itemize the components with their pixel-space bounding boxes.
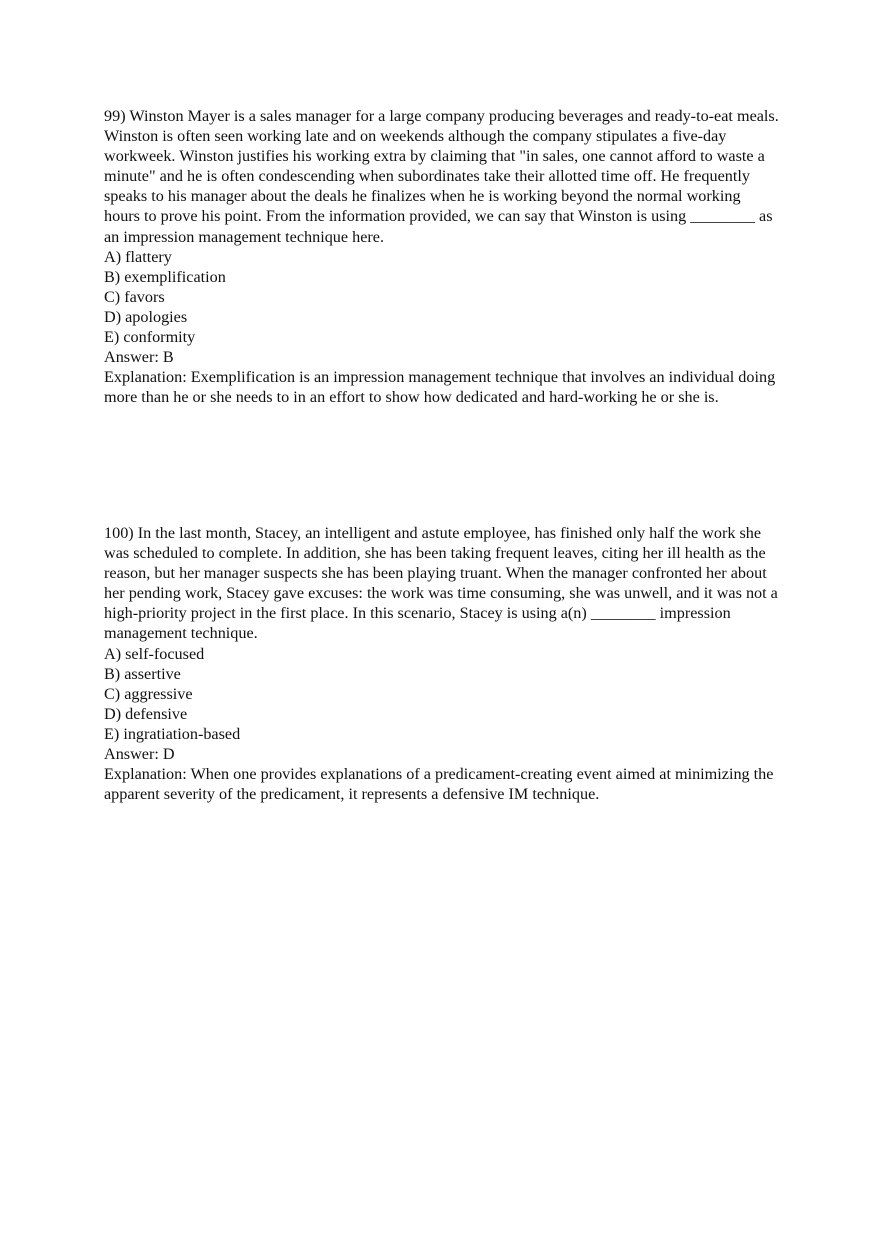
option-e: E) conformity (104, 328, 196, 347)
option-b: B) exemplification (104, 267, 226, 286)
option-c: C) favors (104, 287, 165, 306)
option-a: A) self-focused (104, 644, 205, 663)
answer-options (104, 247, 780, 347)
option-e: E) ingratiation-based (104, 724, 241, 743)
question-100 (104, 523, 780, 804)
explanation: Explanation: Exemplification is an impression management technique that involves an individual doing more than he or she needs to in an effort to show how dedicated and hard-working he or she is. (104, 368, 776, 407)
answer-key: Answer: D (104, 745, 175, 764)
option-c: C) aggressive (104, 684, 193, 703)
option-b: B) assertive (104, 664, 181, 683)
option-d: D) apologies (104, 307, 188, 326)
question-stem: 99) Winston Mayer is a sales manager for a large company producing beverages and ready-to-eat meals. Winston is often seen working late and on weekends although the company stipulates a five-day workweek. Winston justifies his working extra by claiming that "in sales, one cannot afford to waste a minute" and he is often condescending when subordinates take their allotted time off. He frequently speaks to his manager about the deals he finalizes when he is working beyond the normal working hours to prove his point. From the information provided, we can say that Winston is using ________ as an impression management technique here. (104, 107, 779, 246)
option-a: A) flattery (104, 247, 172, 266)
answer-options (104, 644, 780, 744)
question-stem: 100) In the last month, Stacey, an intelligent and astute employee, has finished only half the work she was scheduled to complete. In addition, she has been taking frequent leaves, citing her ill health as the reason, but her manager suspects she has been playing truant. When the manager confronted her about her pending work, Stacey gave excuses: the work was time consuming, she was unwell, and it was not a high-priority project in the first place. In this scenario, Stacey is using a(n) ________ impression management technique. (104, 524, 778, 643)
question-99 (104, 106, 780, 407)
option-d: D) defensive (104, 704, 188, 723)
explanation: Explanation: When one provides explanations of a predicament-creating event aimed at minimizing the apparent severity of the predicament, it represents a defensive IM technique. (104, 765, 774, 804)
answer-key: Answer: B (104, 348, 174, 367)
